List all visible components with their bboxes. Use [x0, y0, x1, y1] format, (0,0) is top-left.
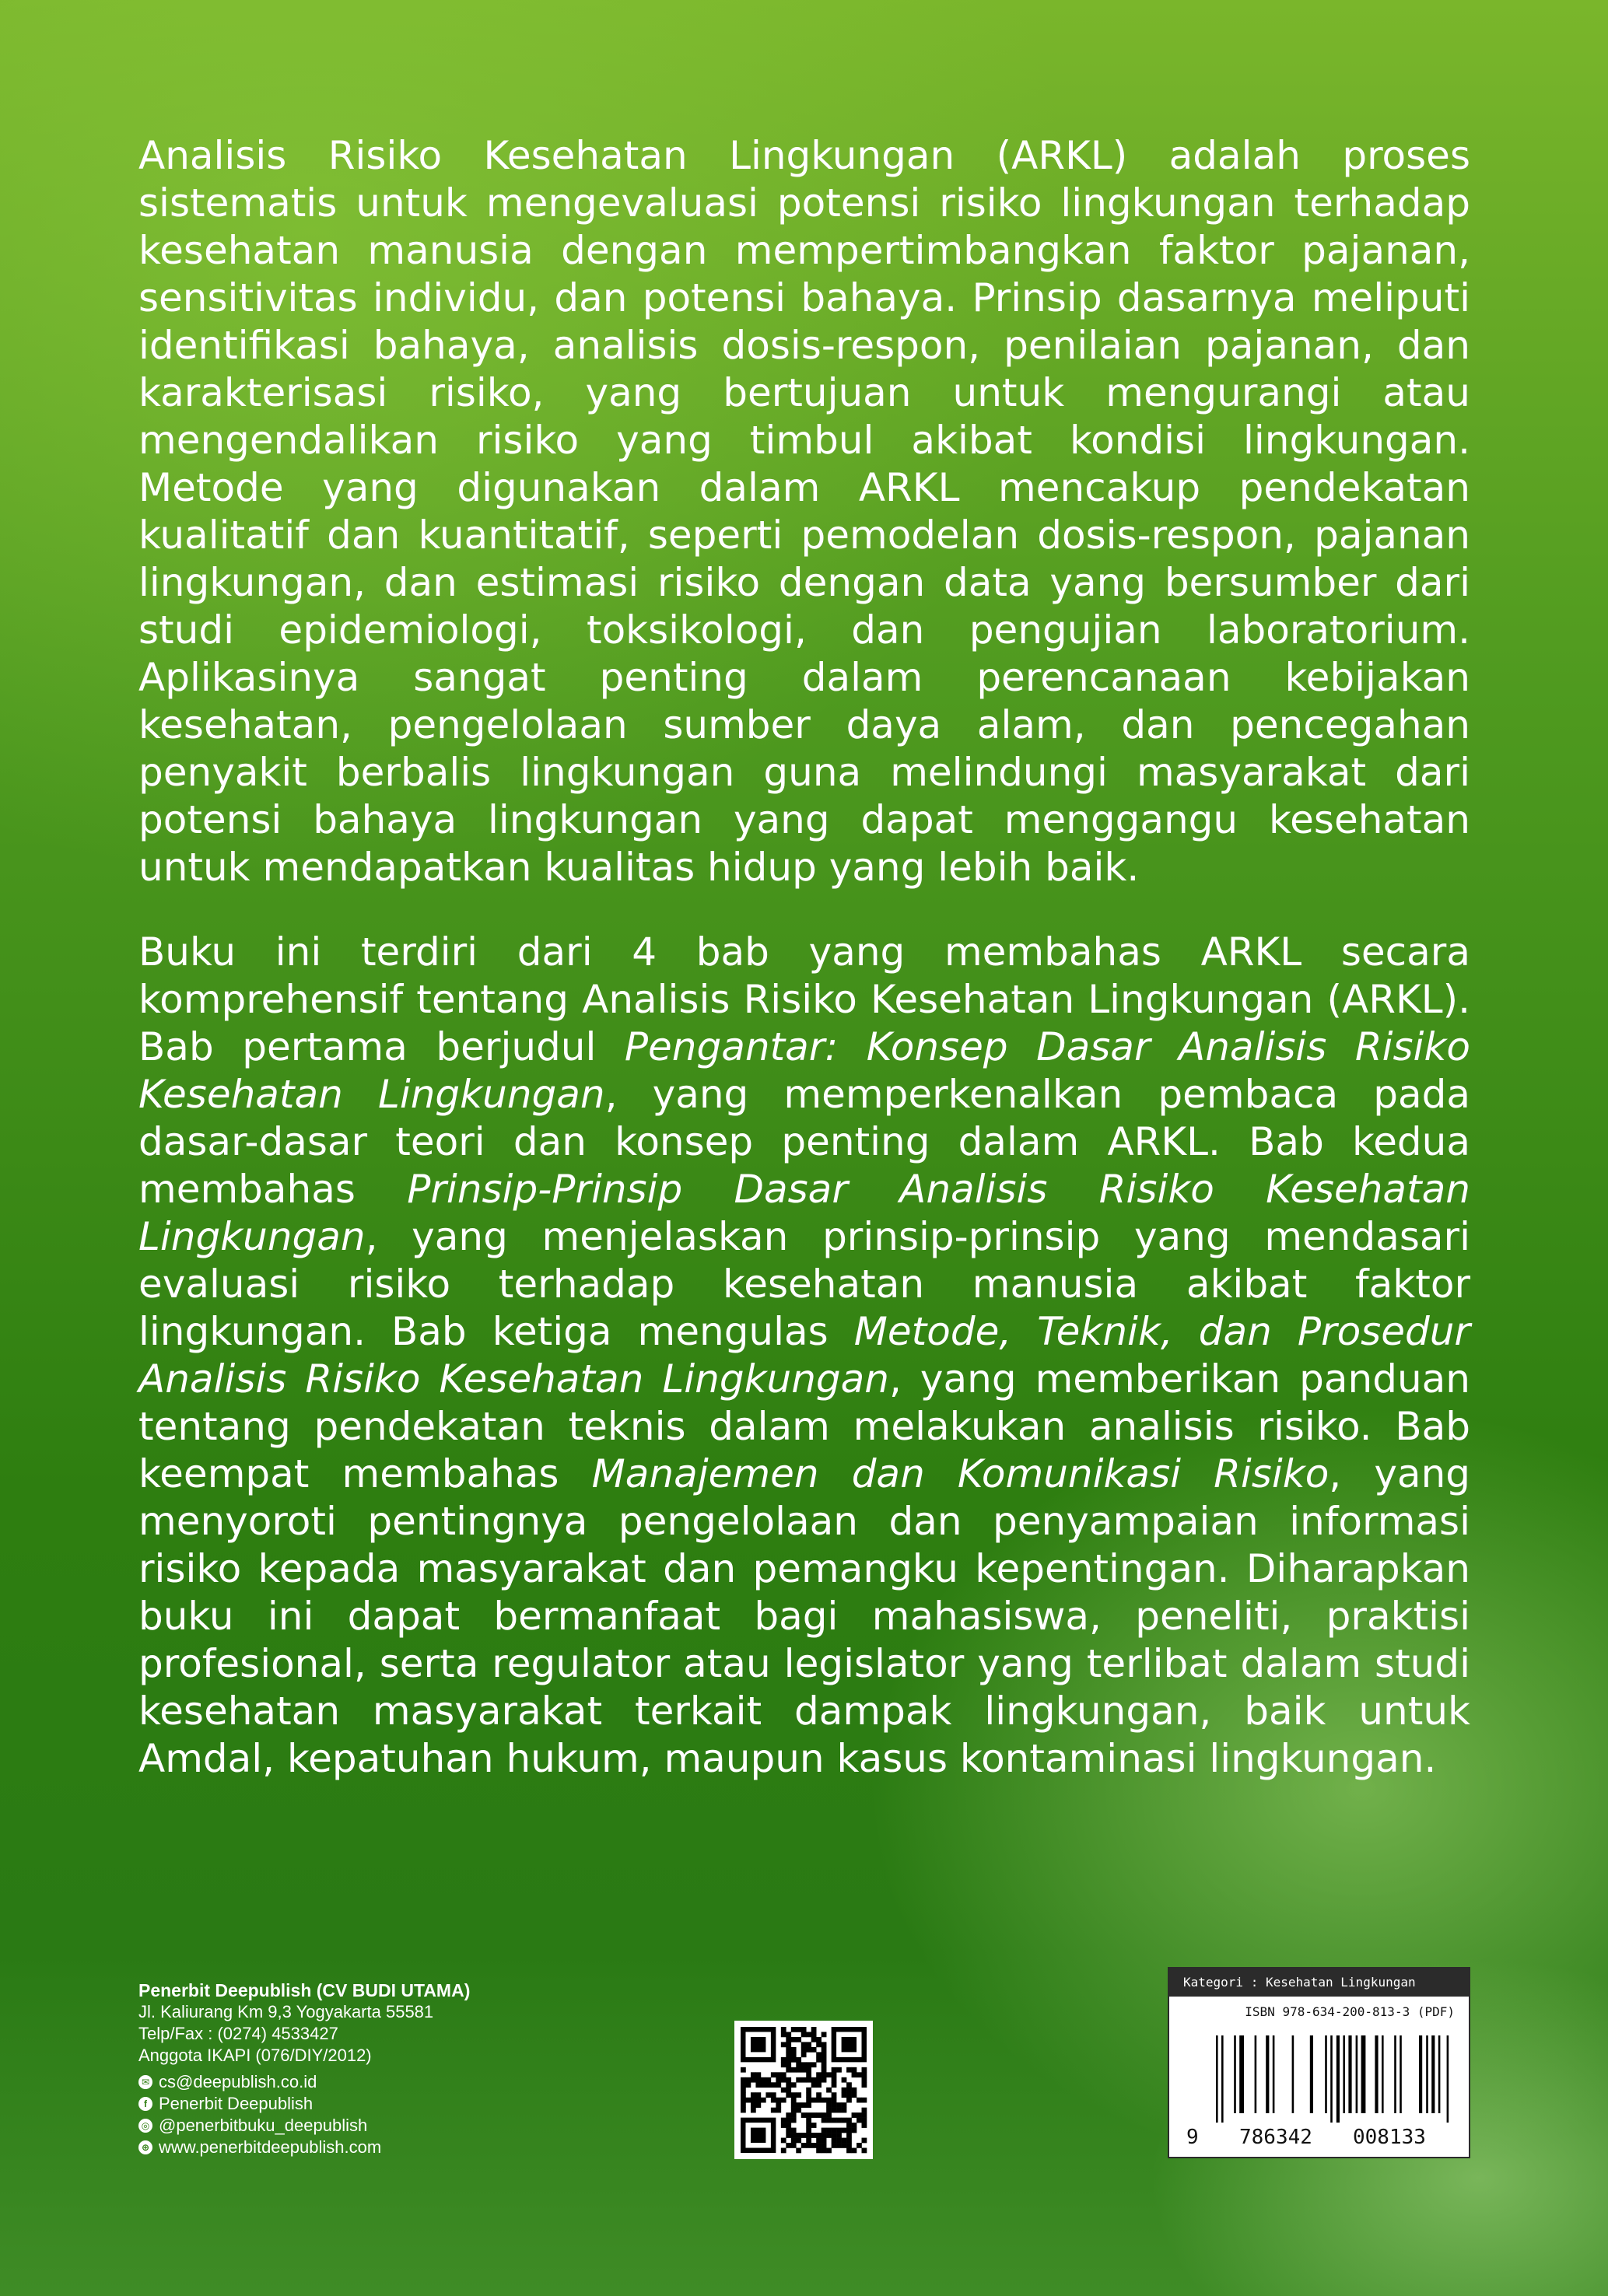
blurb-text: , yang menyoroti pentingnya pengelolaan dan penyampaian informasi risiko kepada masyarakat dan pemangku kepentingan. Diharapkan buku ini dapat bermanfaat bagi mahasiswa, peneliti, praktisi profesional, serta regulator atau legislator yang terlibat dalam studi kesehatan masyarakat terkait dampak lingkungan, baik untuk Amdal, kepatuhan hukum, maupun kasus kontaminasi lingkungan. — [138, 1451, 1470, 1781]
blurb-text: , yang menjelaskan prinsip-prinsip yang mendasari evaluasi risiko terhadap kesehatan manusia akibat faktor lingkungan. Bab ketiga mengulas — [138, 1214, 1470, 1354]
contact-website-text: www.penerbitdeepublish.com — [159, 2137, 382, 2157]
chapter-3-title: Metode, Teknik, dan Prosedur Analisis Risiko Kesehatan Lingkungan — [138, 1309, 1470, 1402]
blurb-text: , yang memberikan panduan tentang pendekatan teknis dalam melakukan analisis risiko. Bab keempat membahas — [138, 1356, 1470, 1496]
contact-facebook[interactable] — [138, 2093, 683, 2115]
chapter-1-title: Pengantar: Konsep Dasar Analisis Risiko Kesehatan Lingkungan — [138, 1024, 1470, 1117]
barcode-digits-left: 786342 — [1239, 2126, 1312, 2149]
publisher-name: Penerbit Deepublish (CV BUDI UTAMA) — [138, 1980, 471, 2000]
contact-website[interactable] — [138, 2137, 683, 2158]
publisher-info — [138, 1979, 683, 2158]
blurb-paragraph-2 — [138, 929, 1470, 1783]
category-label: Kategori : Kesehatan Lingkungan — [1169, 1969, 1469, 1997]
publisher-address: Jl. Kaliurang Km 9,3 Yogyakarta 55581 — [138, 2002, 434, 2021]
contact-email[interactable] — [138, 2071, 683, 2093]
globe-icon: ⊕ — [138, 2140, 152, 2154]
isbn-number: ISBN 978-634-200-813-3 (PDF) — [1245, 2004, 1455, 2019]
chapter-2-title: Prinsip-Prinsip Dasar Analisis Risiko Kesehatan Lingkungan — [138, 1167, 1470, 1259]
qr-code[interactable] — [734, 2021, 873, 2159]
contact-email-text: cs@deepublish.co.id — [159, 2072, 317, 2091]
publisher-contacts — [138, 2071, 683, 2158]
email-icon: ✉ — [138, 2075, 152, 2089]
contact-instagram-text: @penerbitbuku_deepublish — [159, 2116, 368, 2135]
blurb-text: , yang memperkenalkan pembaca pada dasar-dasar teori dan konsep penting dalam ARKL. Bab kedua membahas — [138, 1072, 1471, 1212]
chapter-4-title: Manajemen dan Komunikasi Risiko — [591, 1451, 1329, 1496]
contact-facebook-text: Penerbit Deepublish — [159, 2094, 314, 2113]
back-cover-blurb — [138, 132, 1470, 1820]
blurb-text: Buku ini terdiri dari 4 bab yang membahas ARKL secara komprehensif tentang Analisis Risiko Kesehatan Lingkungan (ARKL). Bab pertama berjudul — [138, 929, 1470, 1069]
blurb-paragraph-1: Analisis Risiko Kesehatan Lingkungan (ARKL) adalah proses sistematis untuk mengevaluasi potensi risiko lingkungan terhadap kesehatan manusia dengan mempertimbangkan faktor pajanan, sensitivitas individu, dan potensi bahaya. Prinsip dasarnya meliputi identifikasi bahaya, analisis dosis-respon, penilaian pajanan, dan karakterisasi risiko, yang bertujuan untuk mengurangi atau mengendalikan risiko yang timbul akibat kondisi lingkungan. Metode yang digunakan dalam ARKL mencakup pendekatan kualitatif dan kuantitatif, seperti pemodelan dosis-respon, pajanan lingkungan, dan estimasi risiko dengan data yang bersumber dari studi epidemiologi, toksikologi, dan pengujian laboratorium. Aplikasinya sangat penting dalam perencanaan kebijakan kesehatan, pengelolaan sumber daya alam, dan pencegahan penyakit berbalis lingkungan guna melindungi masyarakat dari potensi bahaya lingkungan yang dapat menggangu kesehatan untuk mendapatkan kualitas hidup yang lebih baik. — [138, 133, 1470, 890]
instagram-icon: ◎ — [138, 2119, 152, 2133]
isbn-barcode-box — [1168, 1967, 1470, 2158]
facebook-icon: f — [138, 2097, 152, 2111]
barcode-digit-first: 9 — [1186, 2126, 1199, 2149]
publisher-ikapi: Anggota IKAPI (076/DIY/2012) — [138, 2046, 372, 2065]
qr-code-graphic — [734, 2021, 873, 2159]
publisher-phone: Telp/Fax : (0274) 4533427 — [138, 2024, 338, 2043]
contact-instagram[interactable] — [138, 2115, 683, 2137]
barcode-digits-right: 008133 — [1353, 2126, 1426, 2149]
barcode-bars — [1216, 2035, 1449, 2123]
